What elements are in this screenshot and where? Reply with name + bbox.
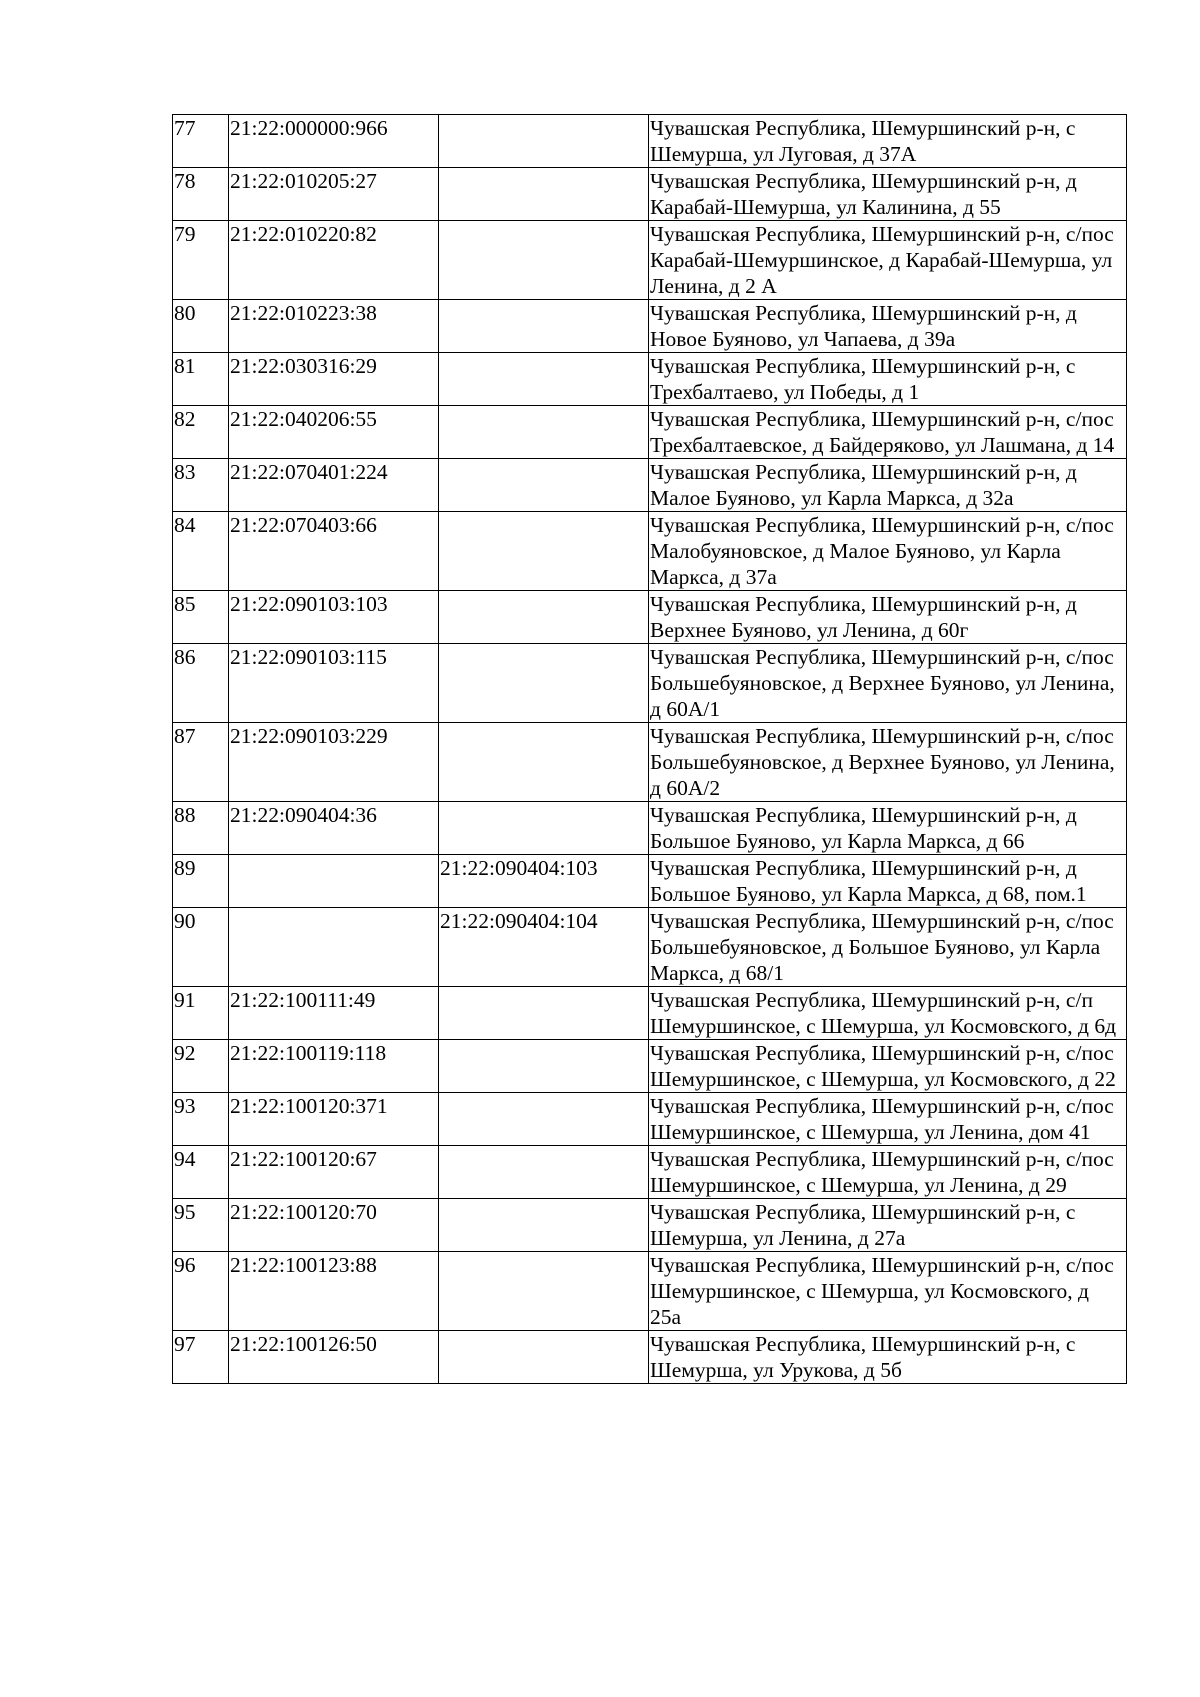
building-cadastral-number-cell [439, 512, 649, 591]
address-cell: Чувашская Республика, Шемуршинский р-н, с/пос Шемуршинское, с Шемурша, ул Космовского, д 25а [649, 1252, 1127, 1331]
registry-table-body [173, 115, 1127, 1384]
row-number-cell: 97 [173, 1331, 229, 1384]
address-cell: Чувашская Республика, Шемуршинский р-н, с/пос Шемуршинское, с Шемурша, ул Ленина, д 29 [649, 1146, 1127, 1199]
building-cadastral-number-cell [439, 406, 649, 459]
building-cadastral-number-cell [439, 1093, 649, 1146]
parcel-cadastral-number-cell: 21:22:010223:38 [229, 300, 439, 353]
building-cadastral-number-cell [439, 1331, 649, 1384]
address-cell: Чувашская Республика, Шемуршинский р-н, с/пос Малобуяновское, д Малое Буяново, ул Карла Маркса, д 37а [649, 512, 1127, 591]
address-cell: Чувашская Республика, Шемуршинский р-н, с/пос Шемуршинское, с Шемурша, ул Ленина, дом 41 [649, 1093, 1127, 1146]
table-row [173, 353, 1127, 406]
building-cadastral-number-cell [439, 1146, 649, 1199]
address-cell: Чувашская Республика, Шемуршинский р-н, с/пос Большебуяновское, д Верхнее Буяново, ул Ленина, д 60А/1 [649, 644, 1127, 723]
parcel-cadastral-number-cell [229, 908, 439, 987]
parcel-cadastral-number-cell: 21:22:100120:371 [229, 1093, 439, 1146]
address-cell: Чувашская Республика, Шемуршинский р-н, с/п Шемуршинское, с Шемурша, ул Космовского, д 6д [649, 987, 1127, 1040]
address-cell: Чувашская Республика, Шемуршинский р-н, с/пос Трехбалтаевское, д Байдеряково, ул Лашмана, д 14 [649, 406, 1127, 459]
row-number-cell: 92 [173, 1040, 229, 1093]
table-row [173, 1252, 1127, 1331]
table-row [173, 644, 1127, 723]
row-number-cell: 84 [173, 512, 229, 591]
row-number-cell: 77 [173, 115, 229, 168]
row-number-cell: 83 [173, 459, 229, 512]
table-row [173, 221, 1127, 300]
table-row [173, 1040, 1127, 1093]
building-cadastral-number-cell [439, 353, 649, 406]
address-cell: Чувашская Республика, Шемуршинский р-н, д Верхнее Буяново, ул Ленина, д 60г [649, 591, 1127, 644]
row-number-cell: 85 [173, 591, 229, 644]
address-cell: Чувашская Республика, Шемуршинский р-н, с Трехбалтаево, ул Победы, д 1 [649, 353, 1127, 406]
table-row [173, 723, 1127, 802]
building-cadastral-number-cell [439, 723, 649, 802]
building-cadastral-number-cell: 21:22:090404:104 [439, 908, 649, 987]
table-row [173, 855, 1127, 908]
parcel-cadastral-number-cell: 21:22:070403:66 [229, 512, 439, 591]
row-number-cell: 88 [173, 802, 229, 855]
row-number-cell: 94 [173, 1146, 229, 1199]
building-cadastral-number-cell [439, 987, 649, 1040]
table-row [173, 1146, 1127, 1199]
parcel-cadastral-number-cell: 21:22:090103:115 [229, 644, 439, 723]
table-row [173, 1093, 1127, 1146]
row-number-cell: 82 [173, 406, 229, 459]
table-row [173, 802, 1127, 855]
parcel-cadastral-number-cell: 21:22:040206:55 [229, 406, 439, 459]
parcel-cadastral-number-cell: 21:22:090404:36 [229, 802, 439, 855]
table-row [173, 406, 1127, 459]
building-cadastral-number-cell [439, 644, 649, 723]
address-cell: Чувашская Республика, Шемуршинский р-н, с/пос Большебуяновское, д Большое Буяново, ул Карла Маркса, д 68/1 [649, 908, 1127, 987]
building-cadastral-number-cell [439, 115, 649, 168]
row-number-cell: 79 [173, 221, 229, 300]
building-cadastral-number-cell [439, 459, 649, 512]
row-number-cell: 81 [173, 353, 229, 406]
building-cadastral-number-cell [439, 1040, 649, 1093]
parcel-cadastral-number-cell: 21:22:000000:966 [229, 115, 439, 168]
parcel-cadastral-number-cell: 21:22:100111:49 [229, 987, 439, 1040]
table-row [173, 1331, 1127, 1384]
address-cell: Чувашская Республика, Шемуршинский р-н, с Шемурша, ул Ленина, д 27а [649, 1199, 1127, 1252]
building-cadastral-number-cell: 21:22:090404:103 [439, 855, 649, 908]
table-row [173, 512, 1127, 591]
parcel-cadastral-number-cell: 21:22:010205:27 [229, 168, 439, 221]
address-cell: Чувашская Республика, Шемуршинский р-н, с Шемурша, ул Урукова, д 5б [649, 1331, 1127, 1384]
row-number-cell: 90 [173, 908, 229, 987]
row-number-cell: 89 [173, 855, 229, 908]
building-cadastral-number-cell [439, 221, 649, 300]
building-cadastral-number-cell [439, 168, 649, 221]
row-number-cell: 96 [173, 1252, 229, 1331]
building-cadastral-number-cell [439, 1252, 649, 1331]
parcel-cadastral-number-cell: 21:22:090103:103 [229, 591, 439, 644]
building-cadastral-number-cell [439, 591, 649, 644]
property-registry-table [172, 114, 1127, 1384]
building-cadastral-number-cell [439, 300, 649, 353]
address-cell: Чувашская Республика, Шемуршинский р-н, д Малое Буяново, ул Карла Маркса, д 32а [649, 459, 1127, 512]
row-number-cell: 91 [173, 987, 229, 1040]
address-cell: Чувашская Республика, Шемуршинский р-н, д Новое Буяново, ул Чапаева, д 39а [649, 300, 1127, 353]
parcel-cadastral-number-cell: 21:22:100119:118 [229, 1040, 439, 1093]
parcel-cadastral-number-cell [229, 855, 439, 908]
table-row [173, 591, 1127, 644]
table-row [173, 300, 1127, 353]
address-cell: Чувашская Республика, Шемуршинский р-н, д Большое Буяново, ул Карла Маркса, д 68, пом.1 [649, 855, 1127, 908]
parcel-cadastral-number-cell: 21:22:070401:224 [229, 459, 439, 512]
table-row [173, 168, 1127, 221]
address-cell: Чувашская Республика, Шемуршинский р-н, с/пос Большебуяновское, д Верхнее Буяново, ул Ленина, д 60А/2 [649, 723, 1127, 802]
parcel-cadastral-number-cell: 21:22:030316:29 [229, 353, 439, 406]
row-number-cell: 80 [173, 300, 229, 353]
table-row [173, 1199, 1127, 1252]
parcel-cadastral-number-cell: 21:22:010220:82 [229, 221, 439, 300]
address-cell: Чувашская Республика, Шемуршинский р-н, с/пос Шемуршинское, с Шемурша, ул Космовского, д 22 [649, 1040, 1127, 1093]
row-number-cell: 87 [173, 723, 229, 802]
address-cell: Чувашская Республика, Шемуршинский р-н, с/пос Карабай-Шемуршинское, д Карабай-Шемурша, ул Ленина, д 2 А [649, 221, 1127, 300]
table-row [173, 459, 1127, 512]
parcel-cadastral-number-cell: 21:22:100123:88 [229, 1252, 439, 1331]
table-row [173, 115, 1127, 168]
row-number-cell: 86 [173, 644, 229, 723]
parcel-cadastral-number-cell: 21:22:100120:67 [229, 1146, 439, 1199]
address-cell: Чувашская Республика, Шемуршинский р-н, д Карабай-Шемурша, ул Калинина, д 55 [649, 168, 1127, 221]
building-cadastral-number-cell [439, 802, 649, 855]
table-row [173, 908, 1127, 987]
parcel-cadastral-number-cell: 21:22:100120:70 [229, 1199, 439, 1252]
address-cell: Чувашская Республика, Шемуршинский р-н, с Шемурша, ул Луговая, д 37А [649, 115, 1127, 168]
row-number-cell: 95 [173, 1199, 229, 1252]
row-number-cell: 78 [173, 168, 229, 221]
table-row [173, 987, 1127, 1040]
building-cadastral-number-cell [439, 1199, 649, 1252]
parcel-cadastral-number-cell: 21:22:100126:50 [229, 1331, 439, 1384]
parcel-cadastral-number-cell: 21:22:090103:229 [229, 723, 439, 802]
row-number-cell: 93 [173, 1093, 229, 1146]
address-cell: Чувашская Республика, Шемуршинский р-н, д Большое Буяново, ул Карла Маркса, д 66 [649, 802, 1127, 855]
